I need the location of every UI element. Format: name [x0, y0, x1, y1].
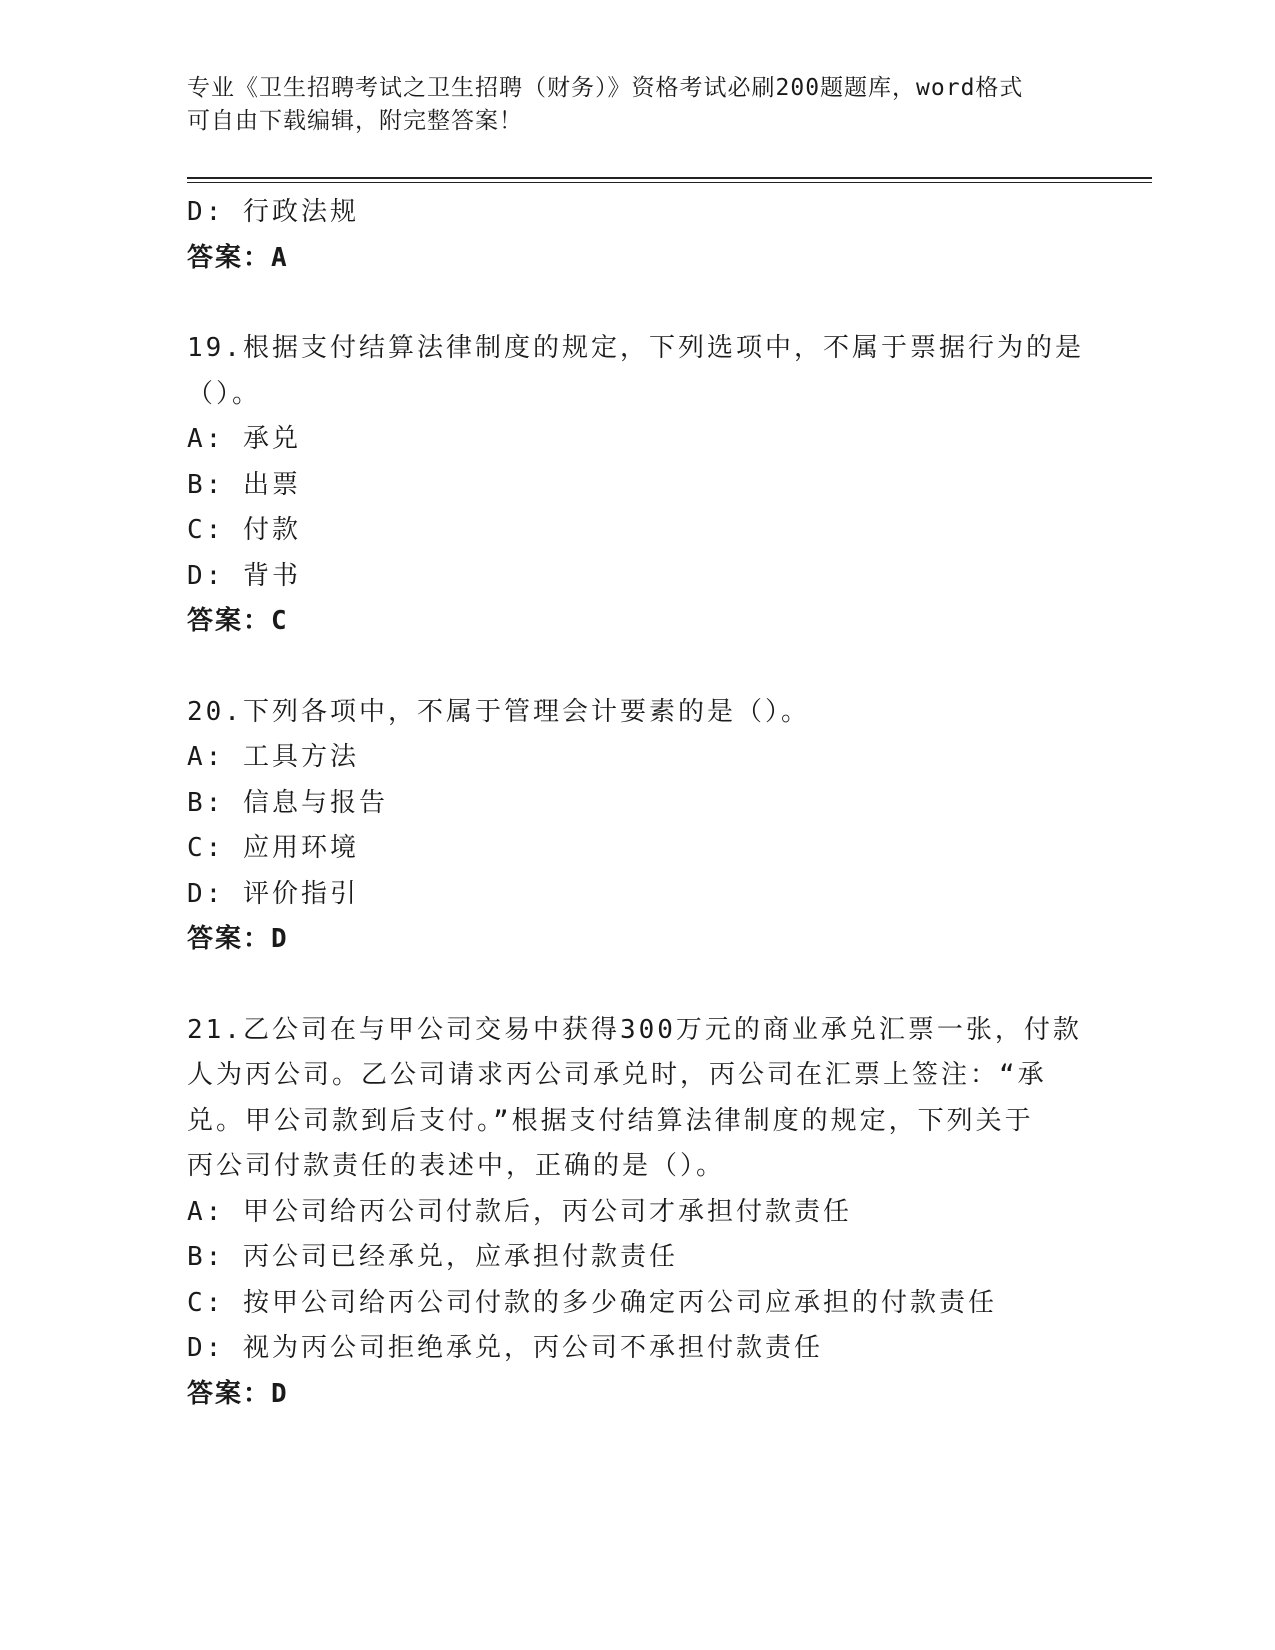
- spacer: [187, 963, 1087, 1008]
- header-divider-top: [187, 177, 1152, 179]
- option-c: C: 付款: [187, 515, 301, 545]
- question-stem: 20.下列各项中，不属于管理会计要素的是（）。: [187, 696, 810, 727]
- question-stem: 19.根据支付结算法律制度的规定，下列选项中，不属于票据行为的是: [187, 333, 1084, 363]
- question-block-21: [187, 1008, 1087, 1418]
- question-stem-continued: 丙公司付款责任的表述中，正确的是（）。: [187, 1151, 726, 1181]
- question-block-20: [187, 690, 1087, 963]
- header-divider-bottom: [187, 182, 1152, 183]
- spacer: [187, 645, 1087, 690]
- option-b: B: 出票: [187, 469, 301, 500]
- answer-label: 答案：D: [187, 1378, 289, 1409]
- header-title-line-2: 可自由下载编辑，附完整答案！: [187, 108, 523, 134]
- option-a: A: 承兑: [187, 424, 301, 454]
- question-stem: 21.乙公司在与甲公司交易中获得300万元的商业承兑汇票一张，付款: [187, 1014, 1082, 1045]
- header-title-line-1: 专业《卫生招聘考试之卫生招聘（财务）》资格考试必刷200题题库，word格式: [187, 75, 1024, 101]
- option-d: D: 行政法规: [187, 197, 359, 227]
- option-a: A: 甲公司给丙公司付款后，丙公司才承担付款责任: [187, 1196, 852, 1227]
- option-b: B: 丙公司已经承兑，应承担付款责任: [187, 1242, 678, 1272]
- question-stem-continued: （）。: [187, 378, 262, 409]
- question-list: [187, 190, 1087, 1417]
- answer-label: 答案：A: [187, 242, 289, 273]
- answer-label: 答案：C: [187, 606, 289, 636]
- option-d: D: 背书: [187, 560, 301, 591]
- question-stem-continued: 人为丙公司。乙公司请求丙公司承兑时，丙公司在汇票上签注：“承: [187, 1060, 1047, 1090]
- answer-label: 答案：D: [187, 924, 289, 954]
- option-a: A: 工具方法: [187, 742, 359, 772]
- option-c: C: 应用环境: [187, 833, 359, 863]
- option-d: D: 视为丙公司拒绝承兑，丙公司不承担付款责任: [187, 1333, 823, 1363]
- option-d: D: 评价指引: [187, 878, 359, 909]
- spacer: [187, 281, 1087, 326]
- question-stem-continued: 兑。甲公司款到后支付。”根据支付结算法律制度的规定，下列关于: [187, 1105, 1034, 1136]
- document-header: [187, 72, 1087, 138]
- question-block-19: [187, 326, 1087, 645]
- question-block-18: [187, 190, 1087, 281]
- option-c: C: 按甲公司给丙公司付款的多少确定丙公司应承担的付款责任: [187, 1287, 997, 1318]
- option-b: B: 信息与报告: [187, 787, 388, 818]
